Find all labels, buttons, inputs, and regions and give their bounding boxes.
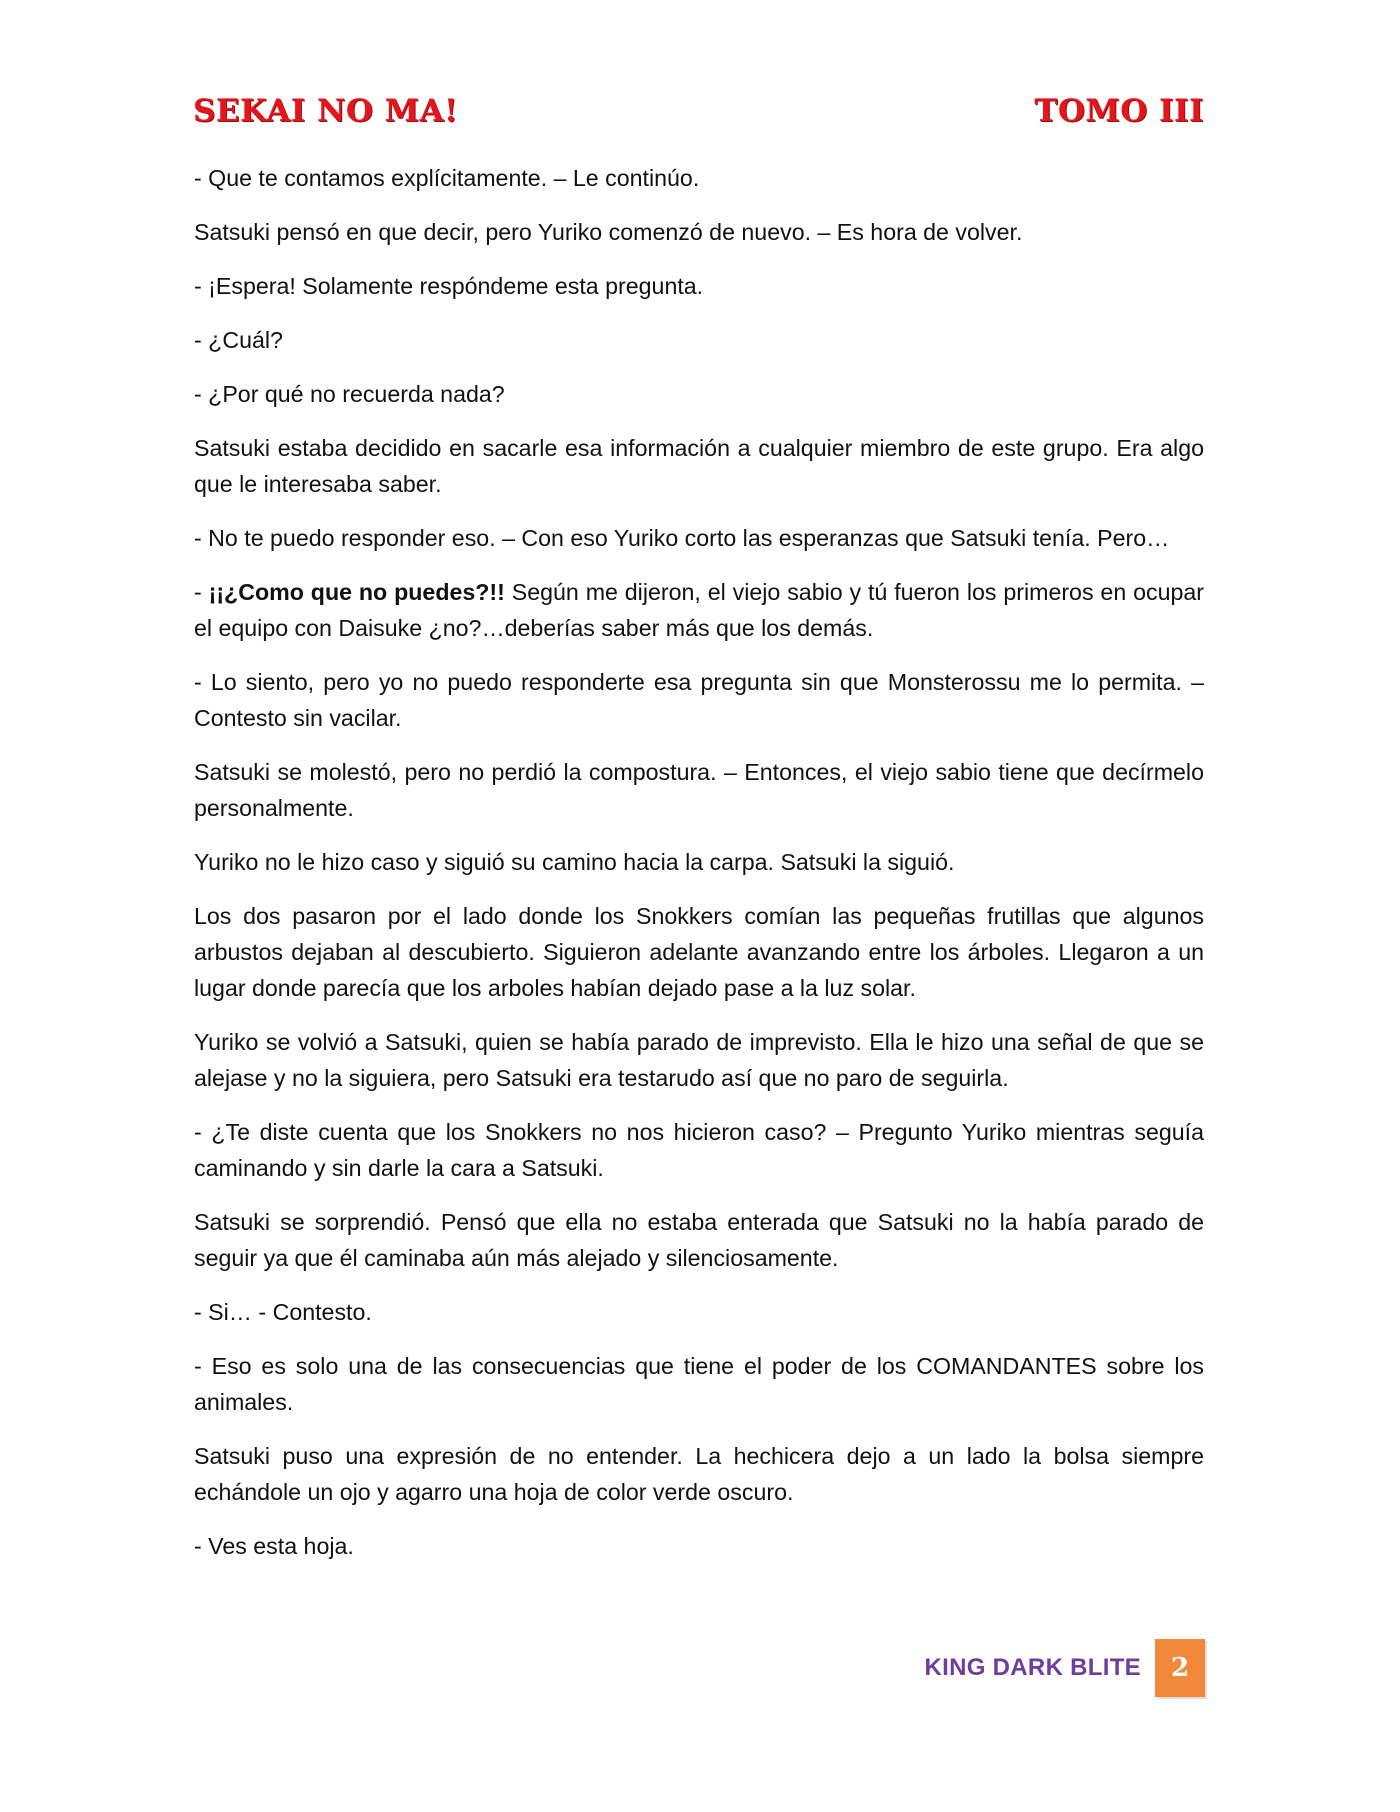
paragraph: - Si… - Contesto. xyxy=(194,1299,372,1325)
paragraph: Satsuki estaba decidido en sacarle esa información a cualquier miembro de este grupo. Era algo que le interesaba saber. xyxy=(194,435,1204,497)
paragraph: Satsuki pensó en que decir, pero Yuriko comenzó de nuevo. – Es hora de volver. xyxy=(194,219,1023,245)
paragraph: - ¡Espera! Solamente respóndeme esta pregunta. xyxy=(194,273,704,299)
page-header xyxy=(193,86,1204,136)
paragraph: - ¿Cuál? xyxy=(194,327,283,353)
dialogue-dash: - xyxy=(194,579,209,605)
paragraph: Yuriko no le hizo caso y siguió su camino hacia la carpa. Satsuki la siguió. xyxy=(194,849,955,875)
paragraph: Satsuki se sorprendió. Pensó que ella no estaba enterada que Satsuki no la había parado de seguir ya que él caminaba aún más alejado y silenciosamente. xyxy=(194,1209,1204,1271)
paragraph: - Eso es solo una de las consecuencias que tiene el poder de los COMANDANTES sobre los animales. xyxy=(194,1353,1204,1415)
paragraph: - Que te contamos explícitamente. – Le continúo. xyxy=(194,165,700,191)
paragraph: Los dos pasaron por el lado donde los Snokkers comían las pequeñas frutillas que algunos arbustos dejaban al descubierto. Siguieron adelante avanzando entre los árboles. Llegaron a un lugar donde parecía que los arboles habían dejado pase a la luz solar. xyxy=(194,903,1204,1001)
paragraph: - Ves esta hoja. xyxy=(194,1533,354,1559)
paragraph: - ¡¡¿Como que no puedes?!! Según me dijeron, el viejo sabio y tú fueron los primeros en ocupar el equipo con Daisuke ¿no?…deberías saber más que los demás. xyxy=(194,579,1204,641)
paragraph: Yuriko se volvió a Satsuki, quien se había parado de imprevisto. Ella le hizo una señal de que se alejase y no la siguiera, pero Satsuki era testarudo así que no paro de seguirla. xyxy=(194,1029,1204,1091)
paragraph: - No te puedo responder eso. – Con eso Yuriko corto las esperanzas que Satsuki tenía. Pero… xyxy=(194,525,1170,551)
paragraph: Satsuki puso una expresión de no entender. La hechicera dejo a un lado la bolsa siempre echándole un ojo y agarro una hoja de color verde oscuro. xyxy=(194,1443,1204,1505)
author-name: KING DARK BLITE xyxy=(924,1654,1141,1681)
book-title: SEKAI NO MA! xyxy=(193,93,459,129)
emphasized-dialogue: ¡¡¿Como que no puedes?!! xyxy=(208,579,505,605)
body-text xyxy=(194,160,1204,1582)
page-number-badge: 2 xyxy=(1155,1639,1205,1697)
paragraph: - ¿Te diste cuenta que los Snokkers no nos hicieron caso? – Pregunto Yuriko mientras seguía caminando y sin darle la cara a Satsuki. xyxy=(194,1119,1204,1181)
paragraph: - Lo siento, pero yo no puedo responderte esa pregunta sin que Monsterossu me lo permita. – Contesto sin vacilar. xyxy=(194,669,1204,731)
volume-title: TOMO III xyxy=(1034,93,1204,129)
paragraph: Satsuki se molestó, pero no perdió la compostura. – Entonces, el viejo sabio tiene que decírmelo personalmente. xyxy=(194,759,1204,821)
page-footer xyxy=(925,1639,1206,1697)
paragraph: - ¿Por qué no recuerda nada? xyxy=(194,381,505,407)
